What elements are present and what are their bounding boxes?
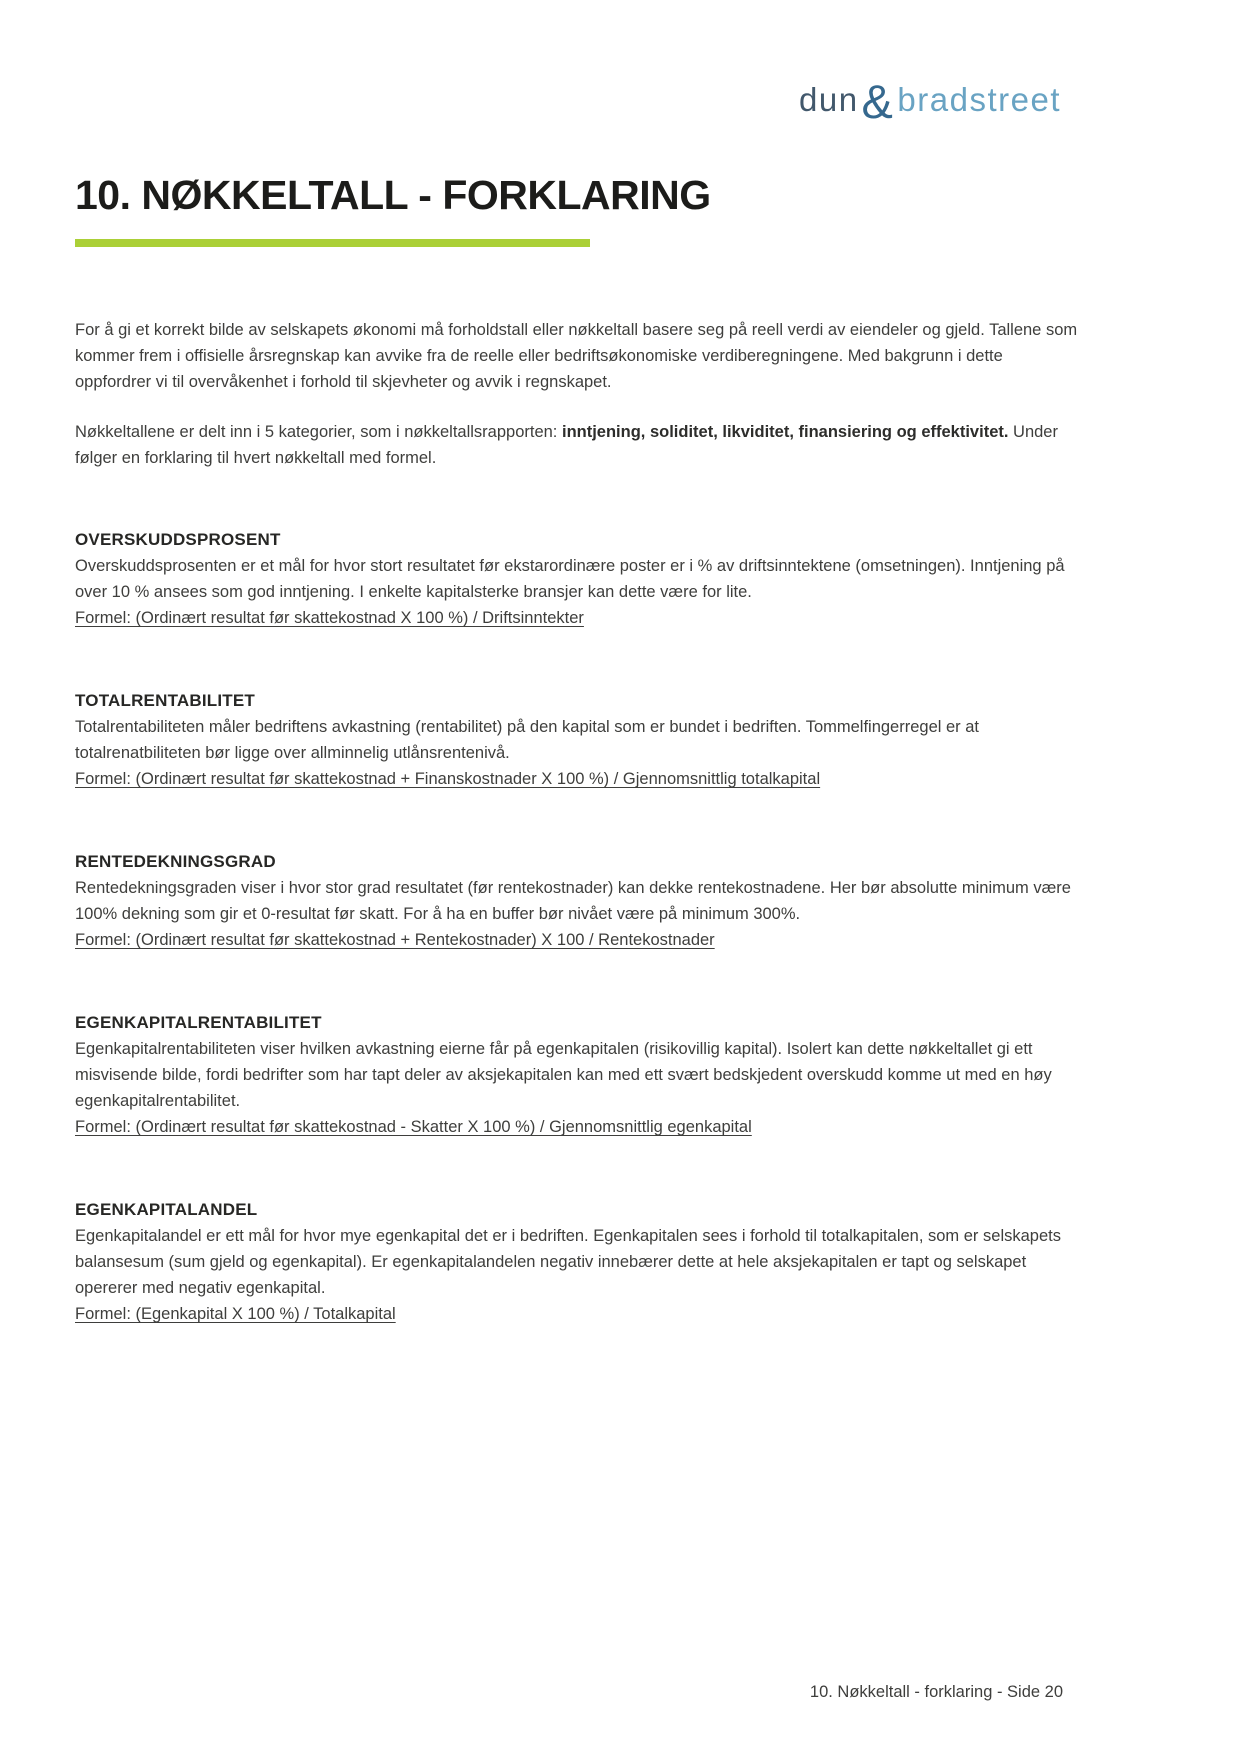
intro-paragraph-2-start: Nøkkeltallene er delt inn i 5 kategorier, som i nøkkeltallsrapporten: bbox=[75, 423, 562, 441]
kpi-section-formula: Formel: (Ordinært resultat før skattekostnad - Skatter X 100 %) / Gjennomsnittlig egenkapital bbox=[75, 1118, 752, 1136]
kpi-section-body: Egenkapitalandel er ett mål for hvor mye egenkapital det er i bedriften. Egenkapitalen sees i forhold til totalkapitalen, som er selskapets balansesum (sum gjeld og egenkapital). Er egenkapitalandelen negativ innebærer dette at hele aksjekapitalen er tapt og selskapet opererer med negativ egenkapital. bbox=[75, 1227, 1061, 1297]
kpi-section-body: Egenkapitalrentabiliteten viser hvilken avkastning eierne får på egenkapitalen (risikovillig kapital). Isolert kan dette nøkkeltallet gi ett misvisende bilde, fordi bedrifter som har tapt deler av aksjekapitalen kan med ett svært bedskjedent overskudd komme ut med en høy egenkapitalrentabilitet. bbox=[75, 1040, 1052, 1110]
intro-paragraph-2 bbox=[75, 419, 1080, 471]
dun-bradstreet-logo bbox=[798, 75, 1061, 128]
kpi-section-formula: Formel: (Ordinært resultat før skattekostnad X 100 %) / Driftsinntekter bbox=[75, 609, 584, 627]
kpi-section-heading: EGENKAPITALRENTABILITET bbox=[75, 1013, 322, 1032]
intro-text bbox=[75, 317, 1080, 471]
kpi-section-formula: Formel: (Ordinært resultat før skattekostnad + Finanskostnader X 100 %) / Gjennomsnittlig totalkapital bbox=[75, 770, 821, 788]
logo-text-bradstreet: bradstreet bbox=[897, 81, 1061, 118]
logo-text-dun: dun bbox=[798, 81, 859, 118]
kpi-section-body: Rentedekningsgraden viser i hvor stor grad resultatet (før rentekostnader) kan dekke rentekostnadene. Her bør absolutte minimum være 100% dekning som gir et 0-resultat før skatt. For å ha en buffer bør nivået være på minimum 300%. bbox=[75, 879, 1071, 923]
kpi-section-body: Totalrentabiliteten måler bedriftens avkastning (rentabilitet) på den kapital som er bundet i bedriften. Tommelfingerregel er at totalrenatbiliteten bør ligge over allminnelig utlånsrentenivå. bbox=[75, 718, 980, 762]
kpi-section-formula: Formel: (Egenkapital X 100 %) / Totalkapital bbox=[75, 1305, 396, 1323]
kpi-section-body: Overskuddsprosenten er et mål for hvor stort resultatet før ekstarordinære poster er i % av driftsinntektene (omsetningen). Inntjening på over 10 % ansees som god inntjening. I enkelte kapitalsterke bransjer kan dette være for lite. bbox=[75, 557, 1065, 601]
page-title: 10. NØKKELTALL - FORKLARING bbox=[75, 172, 711, 218]
kpi-sections bbox=[75, 527, 1085, 1327]
kpi-section-heading: OVERSKUDDSPROSENT bbox=[75, 530, 281, 549]
kpi-section bbox=[75, 849, 1085, 953]
logo-ampersand-icon: & bbox=[861, 75, 895, 128]
kpi-section-heading: RENTEDEKNINGSGRAD bbox=[75, 852, 276, 871]
kpi-section bbox=[75, 1010, 1085, 1140]
intro-paragraph-2-categories: inntjening, soliditet, likviditet, finansiering og effektivitet. bbox=[561, 423, 1009, 441]
title-underline-bar bbox=[75, 239, 590, 247]
intro-paragraph-2-end: Under følger en forklaring til hvert nøkkeltall med formel. bbox=[75, 423, 1058, 467]
kpi-section-heading: TOTALRENTABILITET bbox=[75, 691, 255, 710]
kpi-section-formula: Formel: (Ordinært resultat før skattekostnad + Rentekostnader) X 100 / Rentekostnader bbox=[75, 931, 715, 949]
kpi-section bbox=[75, 527, 1085, 631]
kpi-section-heading: EGENKAPITALANDEL bbox=[75, 1200, 258, 1219]
page-footer: 10. Nøkkeltall - forklaring - Side 20 bbox=[809, 1683, 1063, 1701]
kpi-section bbox=[75, 1197, 1085, 1327]
intro-paragraph-1: For å gi et korrekt bilde av selskapets økonomi må forholdstall eller nøkkeltall basere seg på reell verdi av eiendeler og gjeld. Tallene som kommer frem i offisielle årsregnskap kan avvike fra de reelle eller bedriftsøkonomiske verdiberegningene. Med bakgrunn i dette oppfordrer vi til overvåkenhet i forhold til skjevheter og avvik i regnskapet. bbox=[75, 321, 1078, 391]
kpi-section bbox=[75, 688, 1085, 792]
